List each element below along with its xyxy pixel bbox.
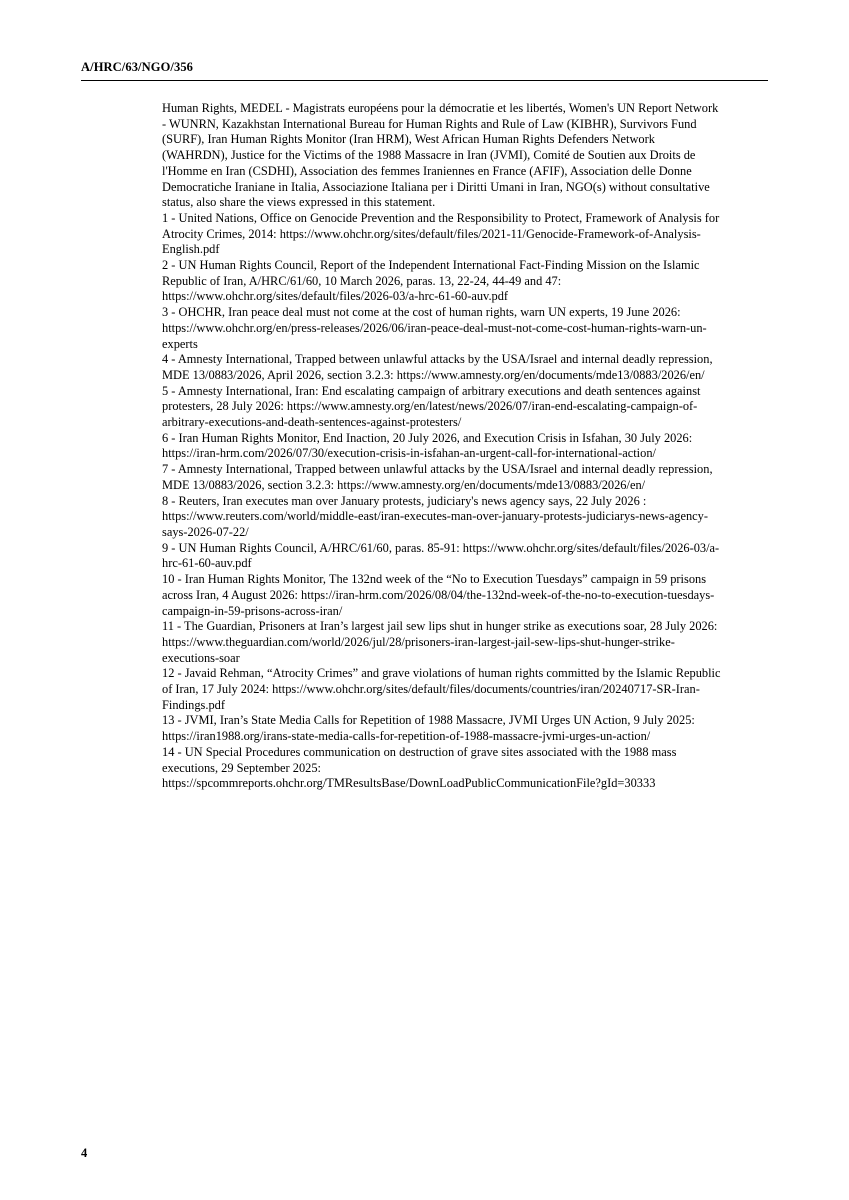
endnote-14: 14 - UN Special Procedures communication on destruction of grave sites associated with the 1988 mass executions, 29 September 2025: https://spcommreports.ohchr.org/TMResultsBase/DownLoadPublicCommunicationFile?gId=30333: [162, 744, 677, 791]
document-symbol: A/HRC/63/NGO/356: [81, 60, 194, 74]
header-divider: [81, 80, 768, 81]
endnote-7: 7 - Amnesty International, Trapped between unlawful attacks by the USA/Israel and internal deadly repression, MDE 13/0883/2026, section 3.2.3: https://www.amnesty.org/en/documents/mde13/0883/2026/en/: [162, 462, 713, 492]
endnote-10: 10 - Iran Human Rights Monitor, The 132nd week of the “No to Execution Tuesdays” campaign in 59 prisons across Iran, 4 August 2026: https://iran-hrm.com/2026/08/04/the-132nd-week-of-the-no-to-execution-tuesdays-campaign-in-59-prisons-across-iran/: [162, 572, 715, 618]
endnote-3: 3 - OHCHR, Iran peace deal must not come at the cost of human rights, warn UN experts, 19 June 2026: https://www.ohchr.org/en/press-releases/2026/06/iran-peace-deal-must-not-come-cost-human-rights-warn-un-experts: [162, 305, 707, 351]
document-body: [162, 101, 722, 792]
endnotes-list: [162, 211, 722, 792]
endnote-4: 4 - Amnesty International, Trapped between unlawful attacks by the USA/Israel and internal deadly repression, MDE 13/0883/2026, April 2026, section 3.2.3: https://www.amnesty.org/en/documents/mde13/0883/2026/en/: [162, 352, 713, 382]
intro-paragraph: Human Rights, MEDEL - Magistrats européens pour la démocratie et les libertés, Women's UN Report Network - WUNRN, Kazakhstan International Bureau for Human Rights and Rule of Law (KIBHR), Survivors Fund (SURF), Iran Human Rights Monitor (Iran HRM), West African Human Rights Defenders Network (WAHRDN), Justice for the Victims of the 1988 Massacre in Iran (JVMI), Comité de Soutien aux Droits de l'Homme en Iran (CSDHI), Association des femmes Iraniennes en France (AFIF), Association delle Donne Democratiche Iraniane in Italia, Associazione Italiana per i Diritti Umani in Iran, NGO(s) without consultative status, also share the views expressed in this statement.: [162, 101, 719, 210]
endnote-11: 11 - The Guardian, Prisoners at Iran’s largest jail sew lips shut in hunger strike as executions soar, 28 July 2026: https://www.theguardian.com/world/2026/jul/28/prisoners-iran-largest-jail-sew-lips-shut-hunger-strike-executions-soar: [162, 619, 718, 665]
endnote-8: 8 - Reuters, Iran executes man over January protests, judiciary's news agency says, 22 July 2026 : https://www.reuters.com/world/middle-east/iran-executes-man-over-january-protests-judiciarys-news-agency-says-2026-07-22/: [162, 493, 709, 539]
endnote-5: 5 - Amnesty International, Iran: End escalating campaign of arbitrary executions and death sentences against protesters, 28 July 2026: https://www.amnesty.org/en/latest/news/2026/07/iran-end-escalating-campaign-of-arbitrary-executions-and-death-sentences-against-protesters/: [162, 383, 701, 430]
endnote-6: 6 - Iran Human Rights Monitor, End Inaction, 20 July 2026, and Execution Crisis in Isfahan, 30 July 2026: https://iran-hrm.com/2026/07/30/execution-crisis-in-isfahan-an-urgent-call-for-international-action/: [162, 430, 693, 461]
endnote-9: 9 - UN Human Rights Council, A/HRC/61/60, paras. 85-91: https://www.ohchr.org/sites/default/files/2026-03/a-hrc-61-60-auv.pdf: [162, 540, 720, 571]
page-number: 4: [81, 1146, 88, 1160]
endnote-2: 2 - UN Human Rights Council, Report of the Independent International Fact-Finding Mission on the Islamic Republic of Iran, A/HRC/61/60, 10 March 2026, paras. 13, 22-24, 44-49 and 47: https://www.ohchr.org/sites/default/files/2026-03/a-hrc-61-60-auv.pdf: [162, 258, 700, 304]
endnote-1: 1 - United Nations, Office on Genocide Prevention and the Responsibility to Protect, Framework of Analysis for Atrocity Crimes, 2014: https://www.ohchr.org/sites/default/files/2021-11/Genocide-Framework-of-Analysis-English.pdf: [162, 210, 720, 257]
endnote-12: 12 - Javaid Rehman, “Atrocity Crimes” and grave violations of human rights committed by the Islamic Republic of Iran, 17 July 2024: https://www.ohchr.org/sites/default/files/documents/countries/iran/20240717-SR-Iran-Findings.pdf: [162, 666, 721, 712]
endnote-13: 13 - JVMI, Iran’s State Media Calls for Repetition of 1988 Massacre, JVMI Urges UN Action, 9 July 2025: https://iran1988.org/irans-state-media-calls-for-repetition-of-1988-massacre-jvmi-urges-un-action/: [162, 713, 695, 744]
